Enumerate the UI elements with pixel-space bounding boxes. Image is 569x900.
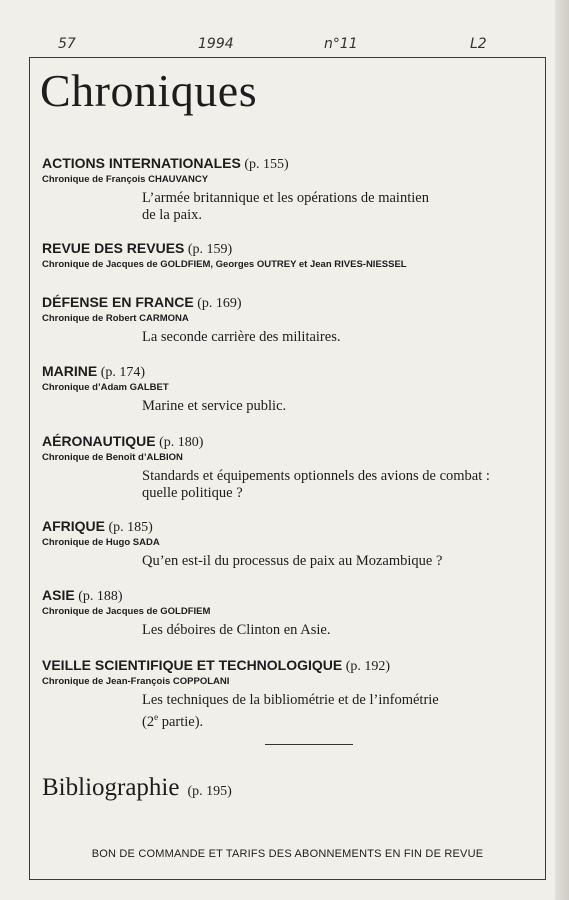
article-title bbox=[142, 622, 542, 639]
section-heading bbox=[42, 155, 542, 173]
section-heading bbox=[42, 363, 542, 381]
footer-note: BON DE COMMANDE ET TARIFS DES ABONNEMENTS EN FIN DE REVUE bbox=[91, 848, 484, 860]
section-name: VEILLE SCIENTIFIQUE ET TECHNOLOGIQUE bbox=[42, 657, 343, 673]
article-line: La seconde carrière des militaires. bbox=[142, 329, 341, 345]
section-name: DÉFENSE EN FRANCE bbox=[42, 294, 194, 310]
section-page: (p. 169) bbox=[197, 296, 242, 311]
page-edge bbox=[555, 0, 569, 900]
section-heading bbox=[42, 433, 542, 451]
section-aeronautique bbox=[42, 433, 542, 502]
section-revue-des-revues bbox=[42, 240, 542, 271]
section-veille-scientifique bbox=[42, 657, 542, 731]
section-page: (p. 174) bbox=[100, 365, 146, 380]
article-line: quelle politique ? bbox=[142, 485, 243, 501]
section-name: AÉRONAUTIQUE bbox=[42, 433, 156, 449]
section-author: Chronique de Robert CARMONA bbox=[42, 313, 189, 324]
section-asie bbox=[42, 587, 542, 639]
article-title bbox=[142, 692, 542, 731]
section-author: Chronique d’Adam GALBET bbox=[42, 382, 169, 393]
section-author: Chronique de Jacques de GOLDFIEM, Georges OUTREY et Jean RIVES-NIESSEL bbox=[42, 259, 407, 270]
handwritten-note: 57 bbox=[58, 36, 76, 52]
article-line: Les techniques de la bibliométrie et de l’infométrie bbox=[142, 692, 439, 708]
article-title bbox=[142, 329, 542, 346]
article-line: de la paix. bbox=[142, 207, 202, 223]
section-author: Chronique de Hugo SADA bbox=[42, 537, 160, 548]
ordinal-superscript: e bbox=[154, 712, 159, 722]
article-title bbox=[142, 553, 542, 570]
section-page: (p. 159) bbox=[187, 242, 233, 257]
article-title bbox=[142, 190, 542, 224]
handwritten-note: n°11 bbox=[324, 36, 358, 52]
section-marine bbox=[42, 363, 542, 415]
article-line bbox=[142, 709, 542, 731]
section-page: (p. 192) bbox=[345, 659, 391, 674]
section-heading bbox=[42, 294, 542, 312]
section-name: ACTIONS INTERNATIONALES bbox=[42, 155, 241, 171]
section-page: (p. 180) bbox=[159, 435, 204, 450]
section-author: Chronique de Jean-François COPPOLANI bbox=[42, 676, 230, 687]
divider bbox=[265, 744, 353, 745]
article-text: (2 bbox=[142, 713, 155, 730]
article-line: Qu’en est-il du processus de paix au Mozambique ? bbox=[142, 553, 443, 569]
handwritten-note: L2 bbox=[470, 36, 487, 52]
section-author: Chronique de François CHAUVANCY bbox=[42, 174, 209, 185]
section-name: MARINE bbox=[42, 363, 98, 379]
article-text: partie). bbox=[158, 713, 204, 730]
section-name: REVUE DES REVUES bbox=[42, 240, 185, 256]
article-title bbox=[142, 468, 542, 502]
section-heading bbox=[42, 518, 542, 536]
section-page: (p. 185) bbox=[108, 520, 153, 535]
article-title bbox=[142, 398, 542, 415]
section-heading bbox=[42, 240, 542, 258]
page-title: Chroniques bbox=[40, 65, 258, 116]
bibliographie-heading bbox=[42, 774, 232, 802]
section-heading bbox=[42, 587, 542, 605]
section-defense-en-france bbox=[42, 294, 542, 346]
section-author: Chronique de Benoît d’ALBION bbox=[42, 452, 183, 463]
section-page: (p. 155) bbox=[244, 157, 289, 172]
section-actions-internationales bbox=[42, 155, 542, 224]
section-page: (p. 188) bbox=[78, 589, 123, 604]
handwritten-note: 1994 bbox=[198, 36, 234, 52]
article-line: Standards et équipements optionnels des avions de combat : bbox=[142, 468, 490, 484]
section-name: AFRIQUE bbox=[42, 518, 105, 534]
section-heading bbox=[42, 657, 542, 675]
article-line: L’armée britannique et les opérations de maintien bbox=[142, 190, 429, 206]
section-afrique bbox=[42, 518, 542, 570]
section-name: ASIE bbox=[42, 587, 75, 603]
bibliographie-page: (p. 195) bbox=[187, 784, 232, 799]
article-line: Marine et service public. bbox=[142, 398, 287, 414]
bibliographie-label: Bibliographie bbox=[42, 774, 180, 801]
article-line: Les déboires de Clinton en Asie. bbox=[142, 622, 331, 638]
section-author: Chronique de Jacques de GOLDFIEM bbox=[42, 606, 211, 617]
